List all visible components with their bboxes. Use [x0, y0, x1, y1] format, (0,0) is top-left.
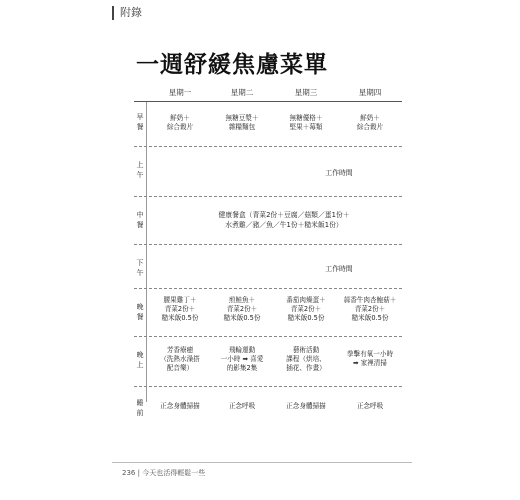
divider: [134, 146, 402, 147]
row-label-dinner: 晚 餐: [136, 303, 144, 321]
row-label-afternoon: 下 午: [136, 259, 144, 277]
appendix-label: 附錄: [112, 6, 142, 20]
row-label-morning: 上 午: [136, 161, 144, 179]
divider: [134, 196, 402, 197]
cell-evening-wed: 藝術活動 課程（烘培、 插花、作畫）: [286, 346, 326, 372]
cell-dinner-mon: 腰果雞丁＋ 青菜2份＋ 糙米飯0.5份: [161, 296, 199, 322]
row-label-breakfast: 早 餐: [136, 113, 144, 131]
cell-breakfast-tue: 無糖豆漿＋ 雜糧麵包: [225, 114, 259, 131]
divider: [134, 101, 402, 102]
cell-bedtime-mon: 正念身體掃描: [160, 402, 200, 410]
cell-dinner-tue: 煎鮭魚＋ 青菜2份＋ 糙米飯0.5份: [223, 296, 261, 322]
cell-afternoon: 工作時間: [325, 265, 353, 273]
row-label-bedtime: 睡 前: [136, 399, 144, 417]
row-label-evening: 晚 上: [136, 351, 144, 369]
page-number: 236: [122, 469, 136, 477]
cell-evening-tue: 飛輪運動 一小時 ➡ 喜愛 的影集2集: [220, 346, 264, 372]
cell-bedtime-tue: 正念呼吸: [228, 402, 256, 410]
cell-breakfast-wed: 無糖優格＋ 堅果＋莓類: [289, 114, 323, 131]
day-header-thu: 星期四: [358, 88, 382, 97]
divider: [134, 244, 402, 245]
divider: [112, 462, 412, 463]
row-label-lunch: 中 餐: [136, 211, 144, 229]
divider: [134, 288, 402, 289]
cell-morning: 工作時間: [325, 169, 353, 177]
cell-evening-mon: 芳香療癒 （洗熱水澡搭 配音樂）: [160, 346, 200, 372]
cell-bedtime-thu: 正念呼吸: [356, 402, 384, 410]
divider: [134, 386, 402, 387]
page-title: 一週舒緩焦慮菜單: [136, 52, 328, 78]
cell-breakfast-thu: 鮮奶＋ 綜合穀片: [356, 114, 384, 131]
cell-dinner-thu: 蒜香牛肉杏鮑菇＋ 青菜2份＋ 糙米飯0.5份: [343, 296, 397, 322]
cell-dinner-wed: 番茄肉燥蛋＋ 青菜2份＋ 糙米飯0.5份: [286, 296, 326, 322]
divider: [134, 336, 402, 337]
divider: [146, 102, 147, 402]
cell-bedtime-wed: 正念身體掃描: [286, 402, 326, 410]
book-title: 今天也活得輕鬆一些: [142, 469, 206, 477]
page-footer: [122, 468, 205, 478]
footer-separator: |: [137, 469, 143, 477]
cell-evening-thu: 拳擊有氧一小時 ➡ 家裡清掃: [346, 350, 394, 367]
day-header-tue: 星期二: [230, 88, 254, 97]
cell-lunch: 健康餐盒（青菜2份＋豆腐／菇類／蛋1份＋ 水煮雞／豬／魚／牛1份＋糙米飯1份）: [218, 211, 350, 229]
day-header-mon: 星期一: [168, 88, 192, 97]
day-header-wed: 星期三: [294, 88, 318, 97]
cell-breakfast-mon: 鮮奶＋ 綜合穀片: [166, 114, 194, 131]
